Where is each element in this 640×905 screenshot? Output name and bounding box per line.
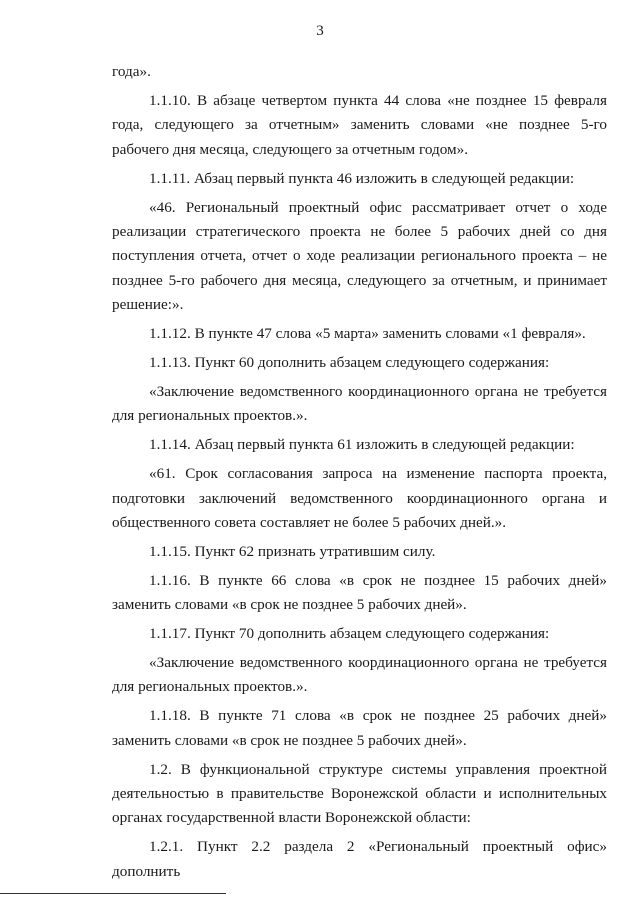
paragraph: 1.1.11. Абзац первый пункта 46 изложить в следующей редакции: [149, 169, 575, 187]
paragraph: 1.1.14. Абзац первый пункта 61 изложить в следующей редакции: [149, 436, 575, 454]
paragraph: «Заключение ведомственного координационного органа не требуется для региональных проектов.». [112, 382, 607, 425]
paragraph: «46. Региональный проектный офис рассматривает отчет о ходе реализации стратегического проекта не более 5 рабочих дней со дня поступления отчета, отчет о ходе реализации регионального проекта – не позднее 5-го рабочего дня месяца, следующего за отчетным, и принимает решение:». [112, 198, 607, 314]
paragraph: «61. Срок согласования запроса на изменение паспорта проекта, подготовки заключений ведомственного координационного органа и общественного совета составляет не более 5 рабочих дней.». [112, 465, 607, 531]
footer-divider [0, 893, 226, 894]
paragraph: 1.2.1. Пункт 2.2 раздела 2 «Региональный проектный офис» дополнить [112, 838, 607, 880]
paragraph: года». [112, 63, 151, 80]
paragraph: «Заключение ведомственного координационного органа не требуется для региональных проектов.». [112, 653, 607, 696]
paragraph: 1.1.15. Пункт 62 признать утратившим силу. [149, 542, 436, 560]
document-body [112, 60, 607, 884]
paragraph: 1.1.12. В пункте 47 слова «5 марта» заменить словами «1 февраля». [149, 325, 586, 343]
paragraph: 1.1.10. В абзаце четвертом пункта 44 слова «не позднее 15 февраля года, следующего за отчетным» заменить словами «не позднее 5-го рабочего дня месяца, следующего за отчетным годом». [112, 91, 607, 158]
paragraph: 1.2. В функциональной структуре системы управления проектной деятельностью в правительстве Воронежской области и исполнительных органах государственной власти Воронежской области: [112, 760, 607, 827]
paragraph: 1.1.13. Пункт 60 дополнить абзацем следующего содержания: [149, 353, 550, 371]
paragraph: 1.1.18. В пункте 71 слова «в срок не позднее 25 рабочих дней» заменить словами «в срок не позднее 5 рабочих дней». [112, 707, 607, 749]
paragraph: 1.1.17. Пункт 70 дополнить абзацем следующего содержания: [149, 625, 550, 643]
paragraph: 1.1.16. В пункте 66 слова «в срок не позднее 15 рабочих дней» заменить словами «в срок не позднее 5 рабочих дней». [112, 571, 607, 614]
page-number: 3 [316, 23, 324, 39]
